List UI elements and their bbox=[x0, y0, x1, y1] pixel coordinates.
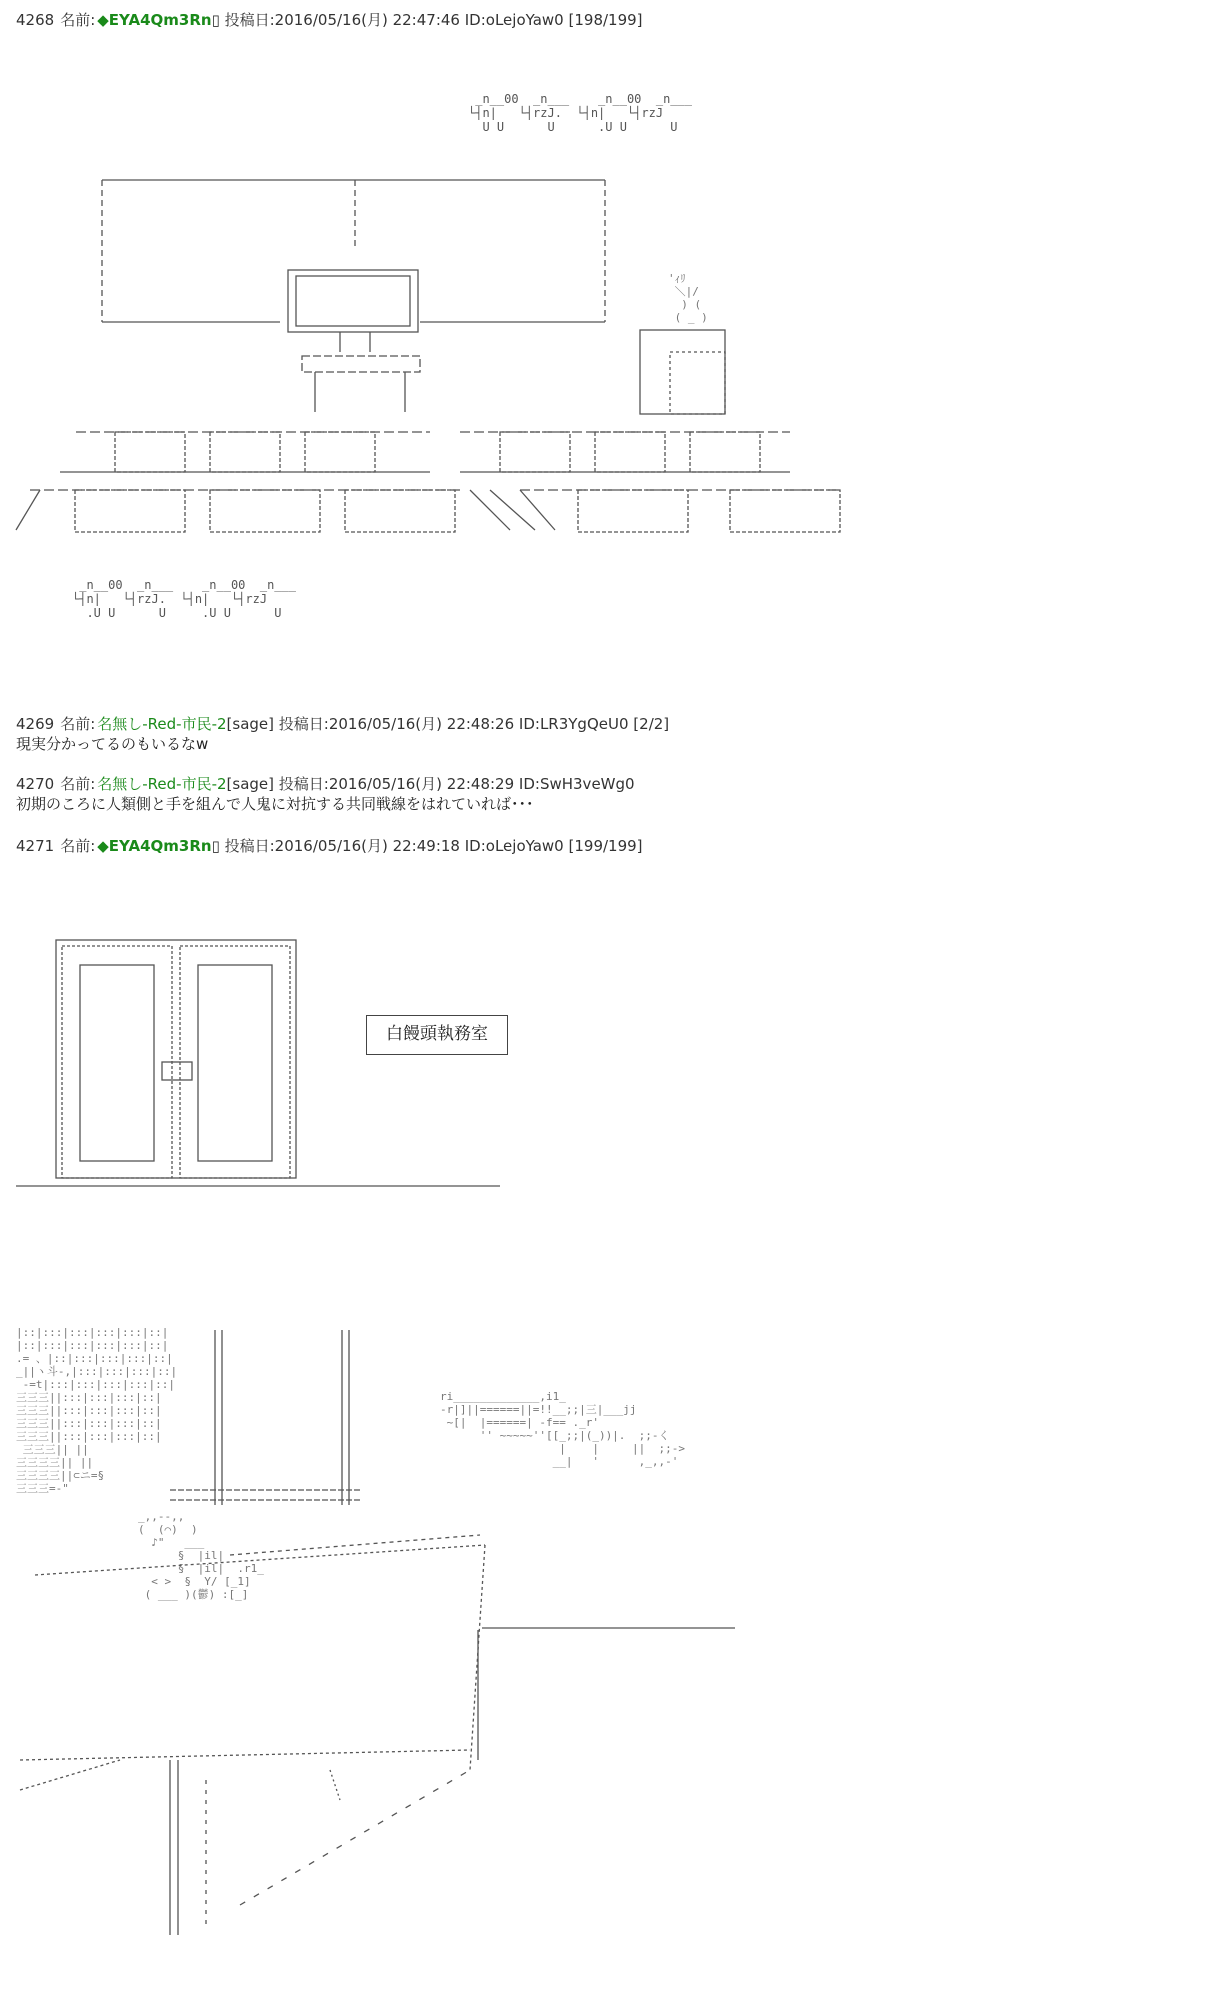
poster-name[interactable]: 名無し-Red-市民-2 bbox=[97, 775, 227, 793]
poster-mail: [sage] bbox=[226, 775, 274, 793]
name-label: 名前: bbox=[60, 715, 96, 733]
name-label: 名前: bbox=[60, 775, 96, 793]
poster-mail: [sage] bbox=[226, 715, 274, 733]
post-number: 4269 bbox=[16, 715, 55, 733]
post-id[interactable]: ID:oLejoYaw0 bbox=[464, 837, 564, 855]
post-date: 2016/05/16(月) 22:48:29 bbox=[328, 775, 515, 793]
date-label: 投稿日: bbox=[224, 11, 275, 29]
post-date: 2016/05/16(月) 22:49:18 bbox=[274, 837, 460, 855]
date-label: 投稿日: bbox=[278, 775, 329, 793]
post-number: 4270 bbox=[16, 775, 55, 793]
post-count: [198/199] bbox=[568, 11, 643, 29]
post-count: [199/199] bbox=[568, 837, 643, 855]
post-body-4269: 現実分かってるのもいるなw bbox=[16, 735, 209, 753]
post-number: 4268 bbox=[16, 11, 55, 29]
post-number: 4271 bbox=[16, 837, 55, 855]
post-body-4270: 初期のころに人類側と手を組んで人鬼に対抗する共同戦線をはれていれば･･･ bbox=[16, 795, 534, 813]
post-count: [2/2] bbox=[633, 715, 670, 733]
name-label: 名前: bbox=[60, 837, 96, 855]
aa-left-wall: |::|:::|:::|:::|:::|::| |::|:::|:::|:::|:::|::| .= 、|::|:::|:::|:::|::| _||ヽ斗-,|:::|:::|:::|::| -=t|:::|:::|:::|:::|::| 三三三||:::|:::|:::|::| 三三三||:::|:::|:::|::| 三三三||:::|:::|:::|::| 三三三||:::|:::|:::|::| 三三三|| || 三三三三|| || 三三三三||⊂ニ=§ 三三三=-" bbox=[16, 1326, 178, 1495]
name-suffix: ▯ bbox=[211, 837, 220, 855]
aa-figures-mid: _n__00 _n___ _n__00 _n___ └┤n| └┤rzJ. └┤n| └┤rzJ .U U U .U U U bbox=[72, 578, 296, 620]
post-id[interactable]: ID:oLejoYaw0 bbox=[464, 11, 564, 29]
date-label: 投稿日: bbox=[278, 715, 329, 733]
room-name-sign: 白饅頭執務室 bbox=[366, 1015, 508, 1055]
name-label: 名前: bbox=[60, 11, 96, 29]
poster-name[interactable]: 名無し-Red-市民-2 bbox=[97, 715, 227, 733]
date-label: 投稿日: bbox=[224, 837, 275, 855]
poster-trip[interactable]: ◆EYA4Qm3Rn bbox=[97, 837, 212, 855]
post-id[interactable]: ID:SwH3veWg0 bbox=[518, 775, 635, 793]
post-id[interactable]: ID:LR3YgQeU0 bbox=[518, 715, 629, 733]
aa-figures-top: _n__00 _n___ _n__00 _n___ └┤n| └┤rzJ. └┤n| └┤rzJ U U U .U U U bbox=[468, 92, 692, 134]
aa-plant: 'ｨﾘ ＼|/ ) ( ( _ ) bbox=[668, 272, 708, 324]
name-suffix: ▯ bbox=[211, 11, 220, 29]
aa-desk-items: _,,--,, ( (⌒) ) ♪" ___ § |il| § |il| .r1_ < > § Y/ [_1] ( ___ )(鬱) :[_] bbox=[138, 1510, 264, 1601]
post-date: 2016/05/16(月) 22:48:26 bbox=[328, 715, 515, 733]
post-date: 2016/05/16(月) 22:47:46 bbox=[274, 11, 460, 29]
poster-trip[interactable]: ◆EYA4Qm3Rn bbox=[97, 11, 212, 29]
aa-gun: ri_____________,i1_ -r|]||======||=!!__;;|三|___jj ~[| |======| -f== ._r' '' ~~~~~''[[_;;|(_))|. ;;-く | | || ;;-> __| ' ,_,,-' bbox=[440, 1390, 686, 1468]
